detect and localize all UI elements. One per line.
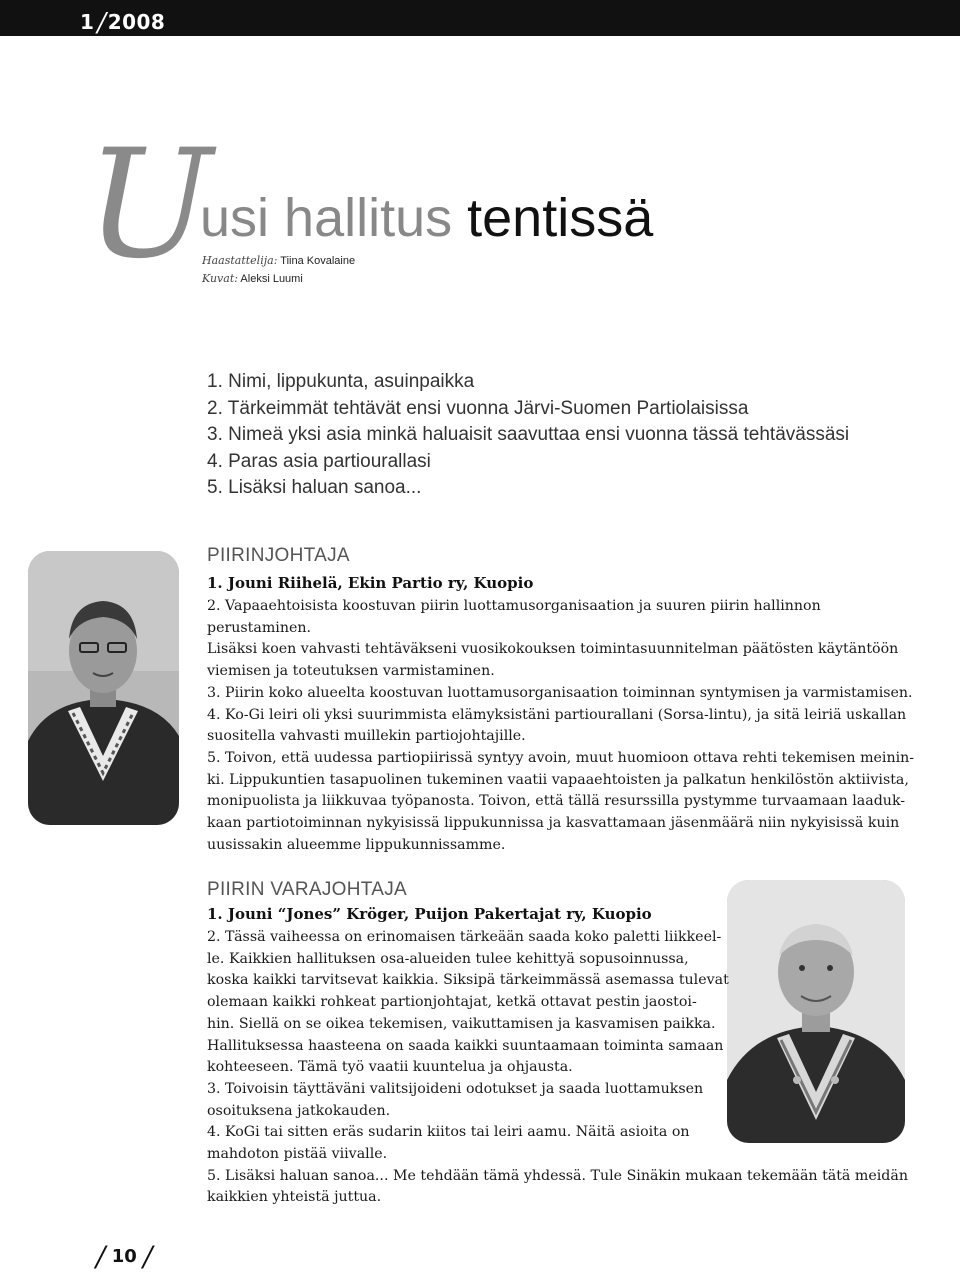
article-credits: [202, 252, 355, 288]
body-line: koska kaikki tarvitsevat kaikkia. Siksipä tärkeimmässä asemassa tulevat: [207, 972, 729, 989]
body-line: uusissakin alueemme lippukunnissamme.: [207, 836, 506, 853]
issue-label: [80, 6, 165, 36]
body-line: kaikkien yhteistä juttua.: [207, 1189, 382, 1206]
credit-interviewer: Haastattelija: Tiina Kovalaine: [202, 254, 356, 267]
body-line: 2. Tässä vaiheessa on erinomaisen tärkeään saada koko paletti liikkeel-: [207, 929, 722, 945]
issue-slash-glyph: /: [97, 8, 107, 38]
body-line: mahdoton pistää viivalle.: [207, 1146, 388, 1163]
section-body-piirin-varajohtaja: [207, 927, 927, 1209]
body-line: kaan partiotoiminnan nykyisissä lippukunnissa ja kasvattamaan jäsenmäärä niin nykyisissä kuin: [207, 815, 900, 832]
question-item: 5. Lisäksi haluan sanoa...: [207, 477, 422, 498]
page-number: [96, 1236, 153, 1273]
question-item: 3. Nimeä yksi asia minkä haluaisit saavuttaa ensi vuonna tässä tehtävässäsi: [207, 424, 850, 445]
body-line: Lisäksi koen vahvasti tehtäväkseni vuosikokouksen toimintasuunnitelman päätösten käytäntöön: [207, 641, 899, 658]
portrait-illustration: [28, 551, 179, 825]
page-number-value: 10: [111, 1246, 137, 1267]
section-name-line: 1. Jouni “Jones” Kröger, Puijon Pakertajat ry, Kuopio: [207, 905, 652, 923]
body-line: kohteeseen. Tämä työ vaatii kuuntelua ja ohjausta.: [207, 1059, 573, 1076]
question-item: 4. Paras asia partiourallasi: [207, 450, 431, 472]
portrait-photo-riihela: [28, 551, 179, 825]
page-slash-right-glyph: /: [143, 1240, 153, 1273]
body-line: 3. Piirin koko alueelta koostuvan luottamusorganisaation toiminnan syntymisen ja varmistamisen.: [207, 684, 913, 701]
issue-number: 1: [80, 10, 95, 34]
question-list: [207, 369, 927, 502]
page-slash-left-glyph: /: [96, 1240, 106, 1273]
body-line: osoituksena jatkokauden.: [207, 1102, 391, 1119]
body-line: 5. Lisäksi haluan sanoa... Me tehdään tämä yhdessä. Tule Sinäkin mukaan tekemään tätä meidän: [207, 1167, 908, 1184]
body-line: 4. Ko-Gi leiri oli yksi suurimmista elämyksistäni partiourallani (Sorsa-lintu), ja sitä leiriä uskallan: [207, 706, 907, 723]
issue-year: 2008: [107, 10, 166, 34]
credit-photos: Kuvat: Aleksi Luumi: [202, 272, 303, 285]
question-item: 1. Nimi, lippukunta, asuinpaikka: [207, 371, 475, 392]
body-line: 4. KoGi tai sitten eräs sudarin kiitos tai leiri aamu. Näitä asioita on: [207, 1124, 690, 1141]
section-name-line: 1. Jouni Riihelä, Ekin Partio ry, Kuopio: [207, 574, 534, 592]
body-line: ki. Lippukuntien tasapuolinen tukeminen vaatii vapaaehtoisten ja palkatun henkilöstön aktiivista,: [207, 771, 909, 788]
title-drop-cap: U: [86, 118, 213, 292]
title-light-part: usi hallitus: [200, 188, 453, 248]
title-dark-part: tentissä: [467, 188, 654, 248]
body-line: viemisen ja toteutuksen varmistaminen.: [207, 663, 495, 680]
body-line: suositella vahvasti muillekin partiojohtajille.: [207, 728, 526, 745]
body-line: 2. Vapaaehtoisista koostuvan piirin luottamusorganisaation ja suuren piirin hallinnon perustaminen.: [207, 598, 821, 636]
section-heading-piirinjohtaja: PIIRINJOHTAJA: [207, 545, 350, 566]
body-line: 3. Toivoisin täyttäväni valitsijoideni odotukset ja saada luottamuksen: [207, 1080, 704, 1097]
body-line: Hallituksessa haasteena on saada kaikki suuntaamaan toiminta samaan: [207, 1037, 724, 1054]
body-line: 5. Toivon, että uudessa partiopiirissä syntyy avoin, muut huomioon ottava rehti tekemisen meinin-: [207, 749, 915, 766]
body-line: olemaan kaikki rohkeat partionjohtajat, ketkä ottavat pestin jaostoi-: [207, 994, 697, 1011]
question-item: 2. Tärkeimmät tehtävät ensi vuonna Järvi-Suomen Partiolaisissa: [207, 397, 749, 419]
body-line: le. Kaikkien hallituksen osa-alueiden tulee kehittyä sopusoinnussa,: [207, 950, 689, 967]
issue-header-bar: [0, 0, 960, 36]
body-line: hin. Siellä on se oikea tekemisen, vaikuttamisen ja kasvamisen paikka.: [207, 1015, 716, 1032]
section-heading-piirin-varajohtaja: PIIRIN VARAJOHTAJA: [207, 879, 408, 900]
section-body-piirinjohtaja: [207, 596, 927, 856]
body-line: monipuolista ja liikkuvaa työpanosta. Toivon, että tällä resurssilla pystymme turvaamaan laaduk-: [207, 793, 906, 810]
article-title: [200, 188, 653, 248]
